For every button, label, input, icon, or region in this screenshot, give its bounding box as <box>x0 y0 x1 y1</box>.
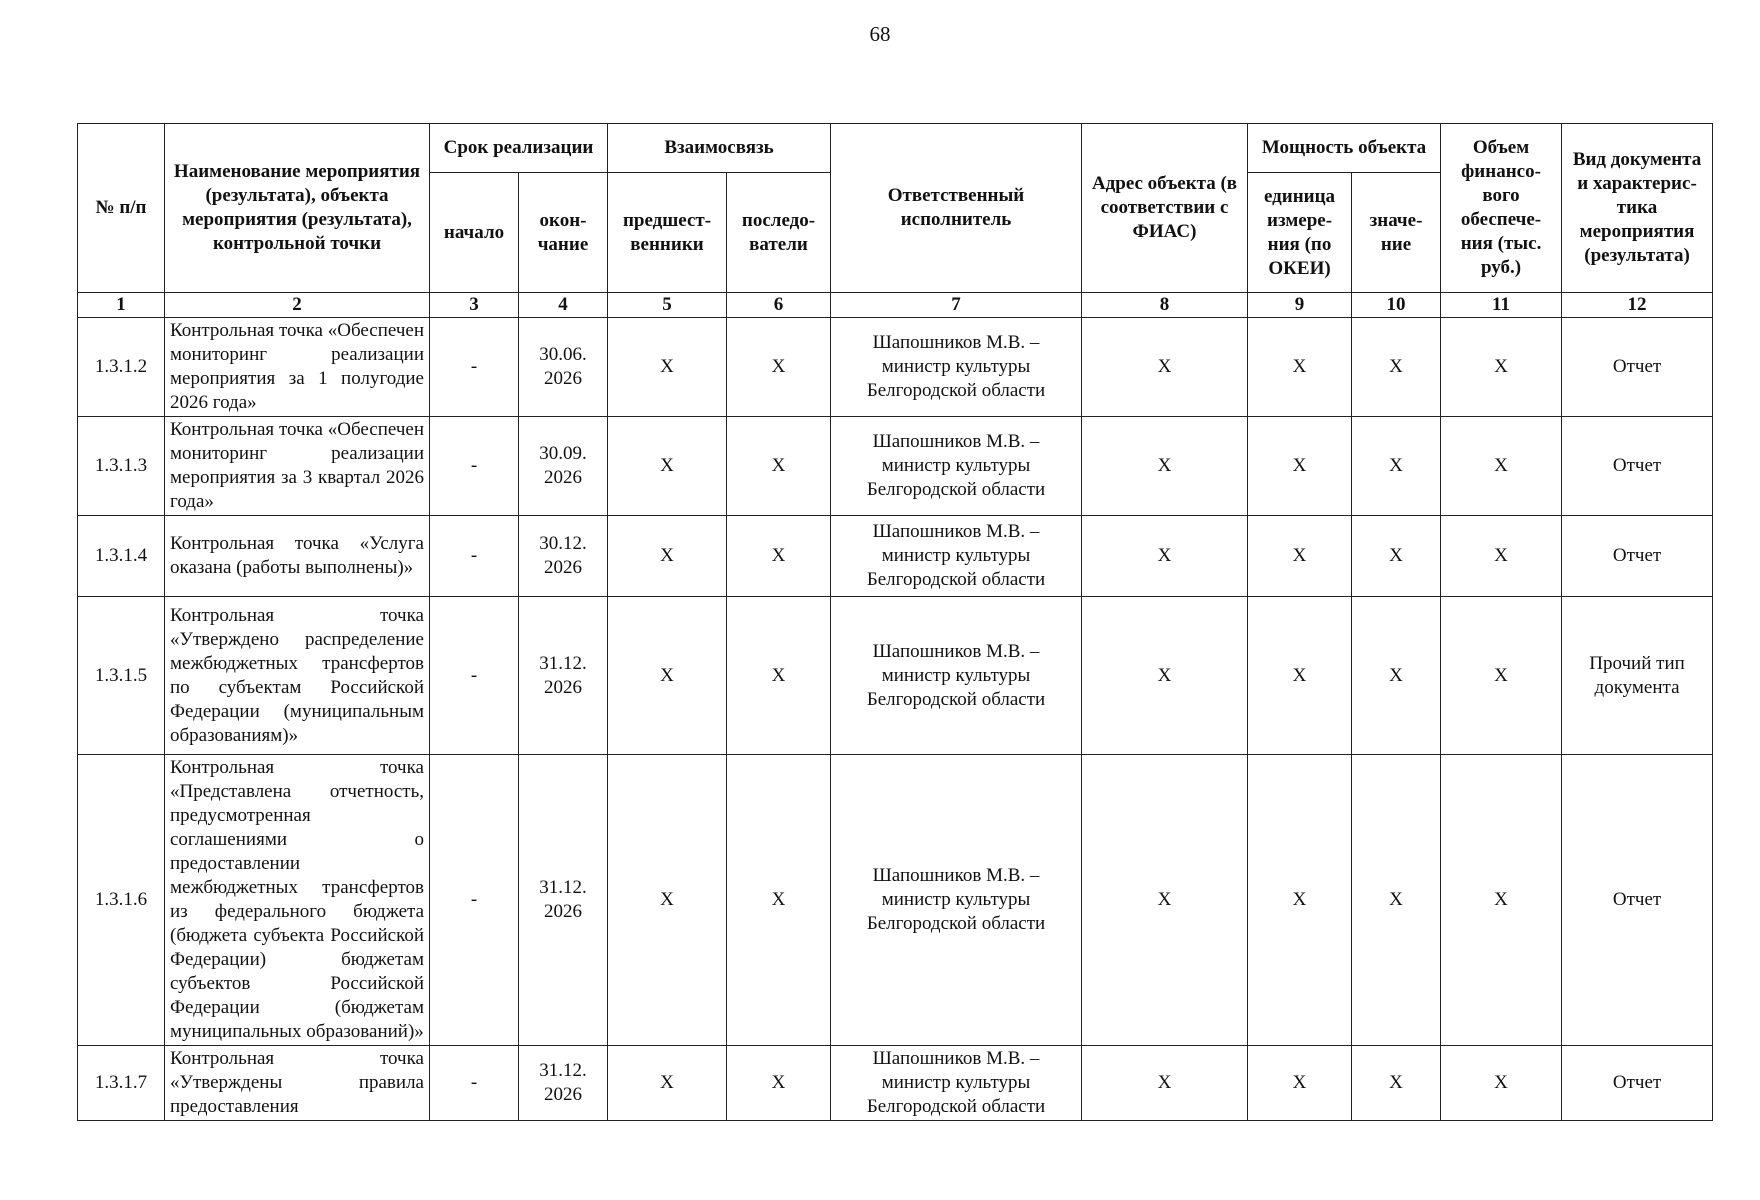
row-responsible: Шапошников М.В. – министр культуры Белгородской области <box>831 318 1082 417</box>
row-document: Прочий тип документа <box>1562 597 1713 755</box>
column-number: 9 <box>1248 293 1352 318</box>
row-value: X <box>1352 417 1441 516</box>
row-start: - <box>430 755 519 1046</box>
row-financing: X <box>1441 755 1562 1046</box>
header-link: Взаимосвязь <box>608 124 831 173</box>
column-numbers-row <box>78 293 1713 318</box>
row-predecessors: X <box>608 417 727 516</box>
header-power: Мощность объекта <box>1248 124 1441 173</box>
row-unit: X <box>1248 1046 1352 1121</box>
table-row <box>78 516 1713 597</box>
row-value: X <box>1352 318 1441 417</box>
row-successors: X <box>727 597 831 755</box>
column-number: 3 <box>430 293 519 318</box>
table-header <box>78 124 1713 318</box>
activities-table <box>77 123 1713 1121</box>
header-financing: Объем финансо-вого обеспече-ния (тыс. руб.) <box>1441 124 1562 293</box>
page-number: 68 <box>869 22 891 46</box>
column-number: 2 <box>165 293 430 318</box>
row-financing: X <box>1441 516 1562 597</box>
header-start: начало <box>430 173 519 293</box>
row-value: X <box>1352 755 1441 1046</box>
row-successors: X <box>727 318 831 417</box>
row-financing: X <box>1441 417 1562 516</box>
row-address: X <box>1082 1046 1248 1121</box>
row-predecessors: X <box>608 755 727 1046</box>
row-predecessors: X <box>608 1046 727 1121</box>
row-num: 1.3.1.7 <box>78 1046 165 1121</box>
row-address: X <box>1082 318 1248 417</box>
row-document: Отчет <box>1562 755 1713 1046</box>
row-name: Контрольная точка «Представлена отчетность, предусмотренная соглашениями о предоставлении межбюджетных трансфертов из федерального бюджета (бюджета субъекта Российской Федерации) бюджетам субъектов Российской Федерации (бюджетам муниципальных образований)» <box>165 755 430 1046</box>
row-address: X <box>1082 597 1248 755</box>
row-end: 30.06. 2026 <box>519 318 608 417</box>
row-address: X <box>1082 755 1248 1046</box>
column-number: 1 <box>78 293 165 318</box>
table-row <box>78 755 1713 1046</box>
row-responsible: Шапошников М.В. – министр культуры Белгородской области <box>831 1046 1082 1121</box>
row-end: 30.09. 2026 <box>519 417 608 516</box>
row-unit: X <box>1248 318 1352 417</box>
row-responsible: Шапошников М.В. – министр культуры Белгородской области <box>831 417 1082 516</box>
row-successors: X <box>727 755 831 1046</box>
column-number: 6 <box>727 293 831 318</box>
row-num: 1.3.1.3 <box>78 417 165 516</box>
row-responsible: Шапошников М.В. – министр культуры Белгородской области <box>831 516 1082 597</box>
row-value: X <box>1352 516 1441 597</box>
column-number: 10 <box>1352 293 1441 318</box>
row-end: 31.12. 2026 <box>519 1046 608 1121</box>
row-successors: X <box>727 1046 831 1121</box>
row-responsible: Шапошников М.В. – министр культуры Белгородской области <box>831 597 1082 755</box>
row-num: 1.3.1.4 <box>78 516 165 597</box>
row-unit: X <box>1248 597 1352 755</box>
row-name: Контрольная точка «Обеспечен мониторинг реализации мероприятия за 1 полугодие 2026 года» <box>165 318 430 417</box>
header-unit: единица измере-ния (по ОКЕИ) <box>1248 173 1352 293</box>
row-start: - <box>430 1046 519 1121</box>
header-responsible: Ответственный исполнитель <box>831 124 1082 293</box>
row-start: - <box>430 417 519 516</box>
row-responsible: Шапошников М.В. – министр культуры Белгородской области <box>831 755 1082 1046</box>
row-document: Отчет <box>1562 318 1713 417</box>
row-address: X <box>1082 516 1248 597</box>
row-document: Отчет <box>1562 1046 1713 1121</box>
row-financing: X <box>1441 597 1562 755</box>
row-start: - <box>430 597 519 755</box>
row-unit: X <box>1248 755 1352 1046</box>
row-num: 1.3.1.6 <box>78 755 165 1046</box>
table-row <box>78 417 1713 516</box>
row-document: Отчет <box>1562 417 1713 516</box>
header-end: окон-чание <box>519 173 608 293</box>
row-successors: X <box>727 417 831 516</box>
row-name: Контрольная точка «Утверждено распределение межбюджетных трансфертов по субъектам Российской Федерации (муниципальным образованиям)» <box>165 597 430 755</box>
row-value: X <box>1352 597 1441 755</box>
table-row <box>78 597 1713 755</box>
header-document: Вид документа и характерис-тика мероприятия (результата) <box>1562 124 1713 293</box>
row-name: Контрольная точка «Услуга оказана (работы выполнены)» <box>165 516 430 597</box>
row-address: X <box>1082 417 1248 516</box>
column-number: 12 <box>1562 293 1713 318</box>
header-successors: последо-ватели <box>727 173 831 293</box>
row-financing: X <box>1441 1046 1562 1121</box>
row-num: 1.3.1.2 <box>78 318 165 417</box>
header-num: № п/п <box>78 124 165 293</box>
row-end: 31.12. 2026 <box>519 597 608 755</box>
header-predecessors: предшест-венники <box>608 173 727 293</box>
header-value: значе-ние <box>1352 173 1441 293</box>
row-predecessors: X <box>608 516 727 597</box>
row-unit: X <box>1248 417 1352 516</box>
row-predecessors: X <box>608 597 727 755</box>
column-number: 7 <box>831 293 1082 318</box>
column-number: 11 <box>1441 293 1562 318</box>
row-name: Контрольная точка «Утверждены правила предоставления <box>165 1046 430 1121</box>
header-term: Срок реализации <box>430 124 608 173</box>
header-address: Адрес объекта (в соответствии с ФИАС) <box>1082 124 1248 293</box>
row-successors: X <box>727 516 831 597</box>
row-predecessors: X <box>608 318 727 417</box>
row-document: Отчет <box>1562 516 1713 597</box>
row-start: - <box>430 516 519 597</box>
column-number: 5 <box>608 293 727 318</box>
column-number: 8 <box>1082 293 1248 318</box>
row-start: - <box>430 318 519 417</box>
table-row <box>78 318 1713 417</box>
row-value: X <box>1352 1046 1441 1121</box>
row-end: 31.12. 2026 <box>519 755 608 1046</box>
row-name: Контрольная точка «Обеспечен мониторинг реализации мероприятия за 3 квартал 2026 года» <box>165 417 430 516</box>
row-unit: X <box>1248 516 1352 597</box>
row-num: 1.3.1.5 <box>78 597 165 755</box>
header-name: Наименование мероприятия (результата), объекта мероприятия (результата), контрольной точки <box>165 124 430 293</box>
row-end: 30.12. 2026 <box>519 516 608 597</box>
table-row <box>78 1046 1713 1121</box>
row-financing: X <box>1441 318 1562 417</box>
column-number: 4 <box>519 293 608 318</box>
